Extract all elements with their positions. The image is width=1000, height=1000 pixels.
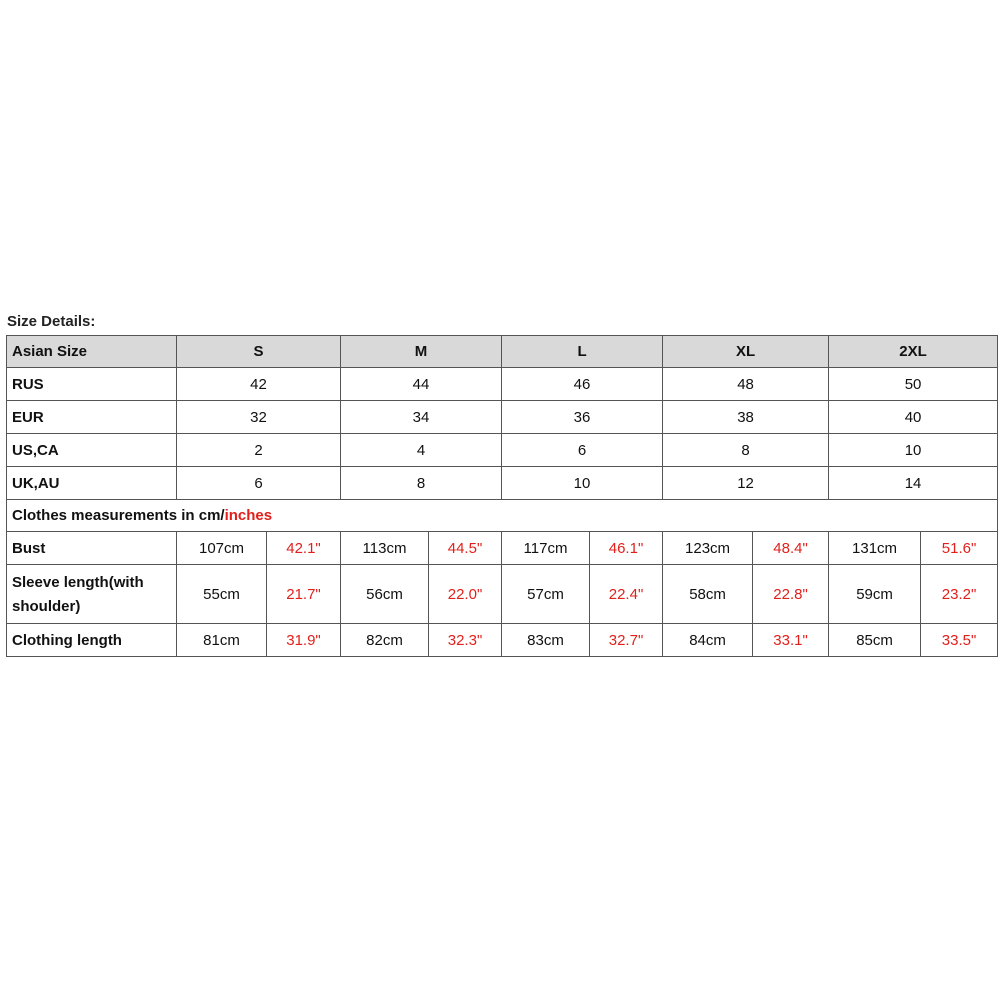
table-row (7, 368, 998, 401)
cm-cell: 55cm (177, 565, 267, 624)
size-table (6, 335, 998, 657)
table-cell: 50 (829, 368, 998, 401)
cm-cell: 59cm (829, 565, 921, 624)
table-cell: 40 (829, 401, 998, 434)
cm-cell: 84cm (663, 624, 753, 657)
table-row (7, 467, 998, 500)
table-cell: 4 (341, 434, 502, 467)
table-cell: 34 (341, 401, 502, 434)
cm-cell: 81cm (177, 624, 267, 657)
table-cell: 42 (177, 368, 341, 401)
page-title: Size Details: (7, 313, 96, 330)
inch-cell: 32.3" (429, 624, 502, 657)
inch-cell: 46.1" (590, 532, 663, 565)
measurement-row (7, 532, 998, 565)
row-label: Bust (7, 532, 177, 565)
inch-cell: 42.1" (267, 532, 341, 565)
row-label: UK,AU (7, 467, 177, 500)
size-header-cell: M (341, 336, 502, 368)
table-cell: 10 (829, 434, 998, 467)
inch-cell: 31.9" (267, 624, 341, 657)
cm-cell: 58cm (663, 565, 753, 624)
row-label: Clothing length (7, 624, 177, 657)
table-row (7, 434, 998, 467)
table-cell: 36 (502, 401, 663, 434)
inch-cell: 32.7" (590, 624, 663, 657)
inch-cell: 21.7" (267, 565, 341, 624)
cm-cell: 85cm (829, 624, 921, 657)
table-cell: 46 (502, 368, 663, 401)
inch-cell: 22.4" (590, 565, 663, 624)
table-cell: 44 (341, 368, 502, 401)
size-header-cell: L (502, 336, 663, 368)
table-cell: 8 (663, 434, 829, 467)
cm-cell: 83cm (502, 624, 590, 657)
table-row (7, 401, 998, 434)
inch-cell: 33.1" (753, 624, 829, 657)
inch-cell: 48.4" (753, 532, 829, 565)
inch-cell: 51.6" (921, 532, 998, 565)
table-cell: 10 (502, 467, 663, 500)
row-label: US,CA (7, 434, 177, 467)
size-header-cell: 2XL (829, 336, 998, 368)
cm-cell: 113cm (341, 532, 429, 565)
section-heading (7, 500, 998, 532)
section-row (7, 500, 998, 532)
cm-cell: 131cm (829, 532, 921, 565)
cm-cell: 82cm (341, 624, 429, 657)
inch-cell: 22.8" (753, 565, 829, 624)
row-label: EUR (7, 401, 177, 434)
table-cell: 38 (663, 401, 829, 434)
table-cell: 6 (177, 467, 341, 500)
size-header-cell: S (177, 336, 341, 368)
cm-cell: 56cm (341, 565, 429, 624)
row-label: Asian Size (7, 336, 177, 368)
cm-cell: 123cm (663, 532, 753, 565)
table-cell: 14 (829, 467, 998, 500)
size-header-row (7, 336, 998, 368)
cm-cell: 57cm (502, 565, 590, 624)
row-label: RUS (7, 368, 177, 401)
cm-cell: 117cm (502, 532, 590, 565)
table-cell: 12 (663, 467, 829, 500)
cm-cell: 107cm (177, 532, 267, 565)
table-cell: 6 (502, 434, 663, 467)
row-label: Sleeve length(with shoulder) (7, 565, 177, 624)
measurement-row (7, 565, 998, 624)
inch-cell: 44.5" (429, 532, 502, 565)
table-cell: 32 (177, 401, 341, 434)
section-heading-inches: inches (224, 507, 273, 524)
inch-cell: 33.5" (921, 624, 998, 657)
inch-cell: 23.2" (921, 565, 998, 624)
measurement-row (7, 624, 998, 657)
table-cell: 2 (177, 434, 341, 467)
inch-cell: 22.0" (429, 565, 502, 624)
table-cell: 48 (663, 368, 829, 401)
section-heading-prefix: Clothes measurements in cm/ (12, 507, 225, 524)
size-header-cell: XL (663, 336, 829, 368)
table-cell: 8 (341, 467, 502, 500)
